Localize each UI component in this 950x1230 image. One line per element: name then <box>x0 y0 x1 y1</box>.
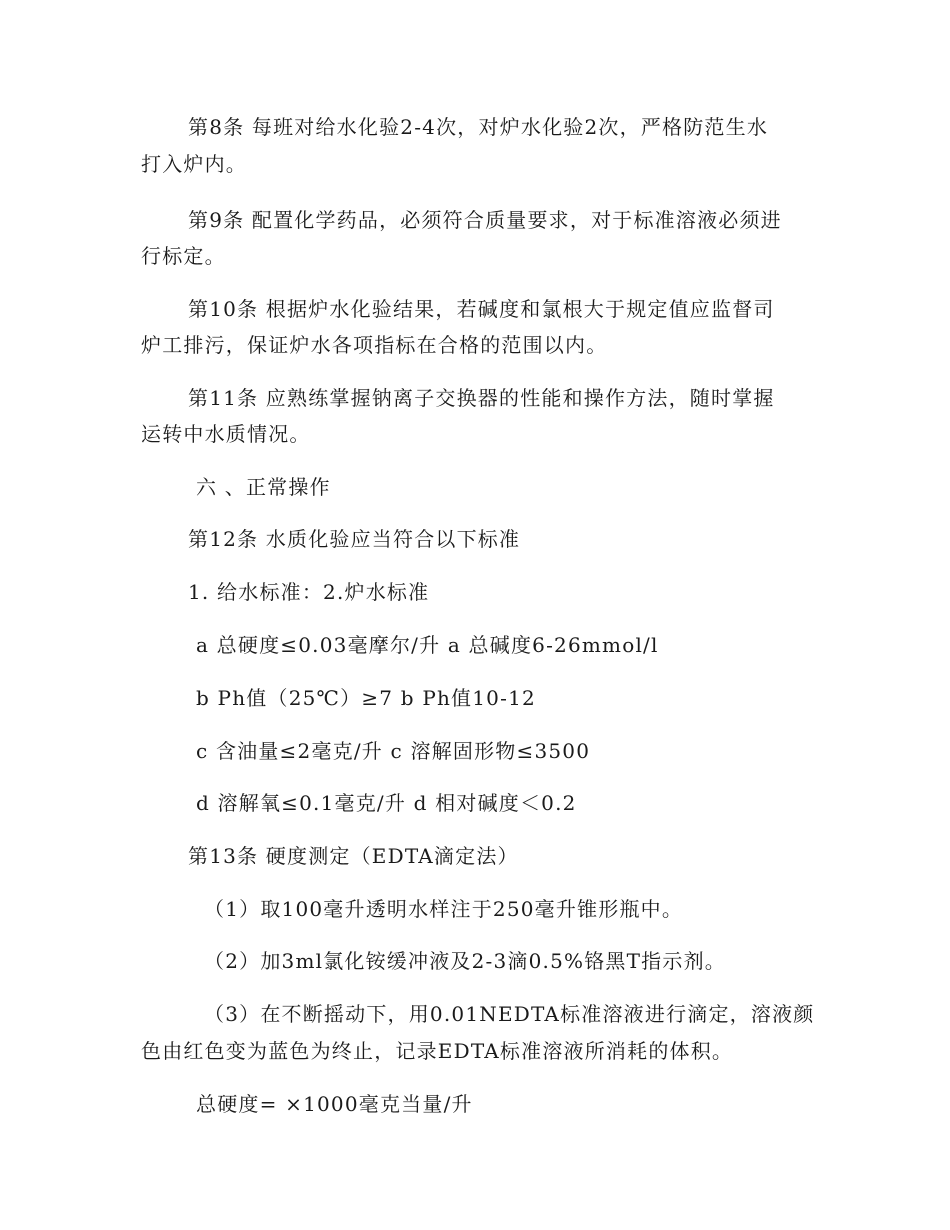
hardness-formula-line: 总硬度= ×1000毫克当量/升 <box>196 1092 473 1116</box>
article-13-line: 第13条 硬度测定（EDTA滴定法） <box>188 844 519 868</box>
standard-d-line: d 溶解氧≤0.1毫克/升 d 相对碱度＜0.2 <box>196 791 577 815</box>
standard-a-line: a 总硬度≤0.03毫摩尔/升 a 总碱度6-26mmol/l <box>196 633 659 657</box>
step-3-line-1: （3）在不断摇动下，用0.01NEDTA标准溶液进行滴定，溶液颜 <box>204 1002 815 1026</box>
standards-heading-line: 1. 给水标准：2.炉水标准 <box>188 580 430 604</box>
article-10-line-1: 第10条 根据炉水化验结果，若碱度和氯根大于规定值应监督司 <box>188 297 775 321</box>
standard-b-line: b Ph值（25℃）≥7 b Ph值10-12 <box>196 686 536 710</box>
step-2-line: （2）加3ml氯化铵缓冲液及2-3滴0.5%铬黑T指示剂。 <box>204 949 726 973</box>
article-9-line-1: 第9条 配置化学药品，必须符合质量要求，对于标准溶液必须进 <box>188 208 782 232</box>
step-3-line-2: 色由红色变为蓝色为终止，记录EDTA标准溶液所消耗的体积。 <box>141 1039 734 1063</box>
article-9-line-2: 行标定。 <box>141 244 226 268</box>
section-heading: 六 、正常操作 <box>196 475 331 499</box>
article-10-line-2: 炉工排污，保证炉水各项指标在合格的范围以内。 <box>141 333 608 357</box>
article-11-line-2: 运转中水质情况。 <box>141 422 311 446</box>
article-11-line-1: 第11条 应熟练掌握钠离子交换器的性能和操作方法，随时掌握 <box>188 386 775 410</box>
article-12-line: 第12条 水质化验应当符合以下标准 <box>188 527 521 551</box>
article-8-line-1: 第8条 每班对给水化验2-4次，对炉水化验2次，严格防范生水 <box>188 115 769 139</box>
standard-c-line: c 含油量≤2毫克/升 c 溶解固形物≤3500 <box>196 739 591 763</box>
article-8-line-2: 打入炉内。 <box>141 152 247 176</box>
step-1-line: （1）取100毫升透明水样注于250毫升锥形瓶中。 <box>204 897 684 921</box>
